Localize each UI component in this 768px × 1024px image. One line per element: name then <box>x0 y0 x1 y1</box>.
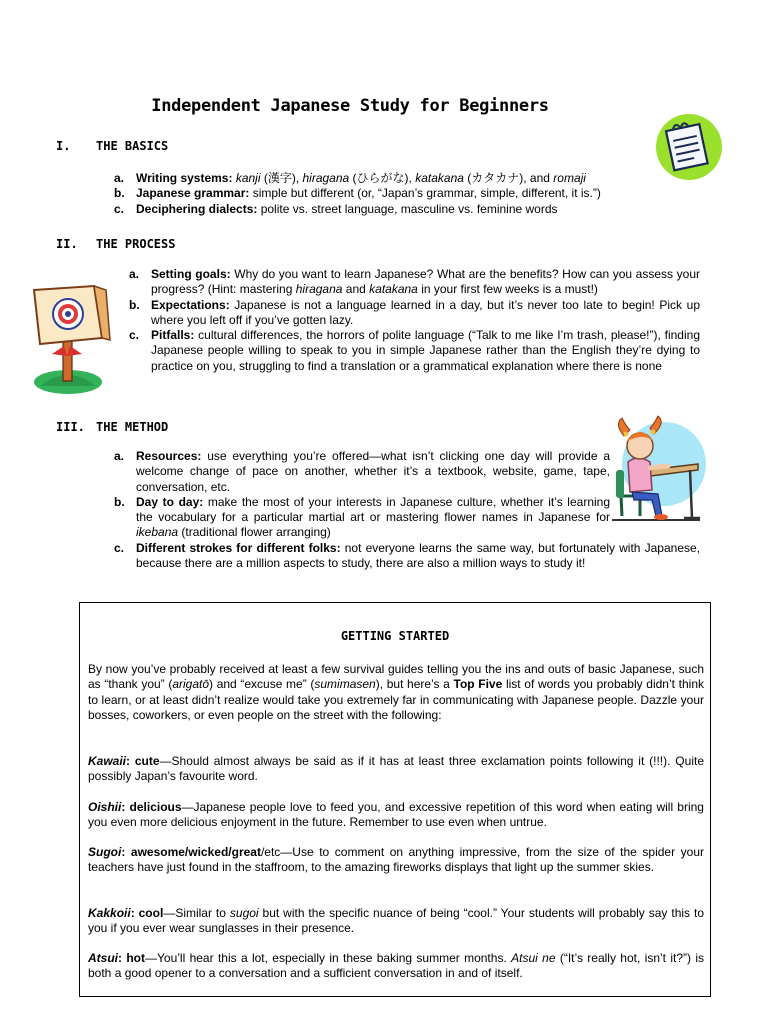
item-letter: a. <box>114 171 125 185</box>
item-label: Writing systems: <box>136 171 233 185</box>
term-sumimasen: sumimasen <box>314 677 376 692</box>
item-label: Deciphering dialects: <box>136 201 258 216</box>
word-description: —Should almost always be said as if it has at least three exclamation points following it (!!!). Quite possibly Japan’s favourite word. <box>88 754 704 784</box>
section-heading-basics <box>56 139 168 153</box>
item-label: Pitfalls: <box>151 328 195 343</box>
item-text: (traditional flower arranging) <box>178 525 331 540</box>
item-text: in your first few weeks is a must!) <box>417 282 598 297</box>
item-label: Different strokes for different folks: <box>136 540 341 555</box>
box-title: GETTING STARTED <box>340 629 450 643</box>
item-letter: b. <box>129 297 140 312</box>
word-term: Kawaii <box>88 754 127 768</box>
intro-text: ), but here’s a <box>375 677 454 692</box>
word-description: —Similar to <box>163 906 230 920</box>
item-text: make the most of your interests in Japanese culture, whether it’s learning the vocabulary for a particular martial art or mastering flower names in Japanese for <box>136 494 611 525</box>
section-title: THE BASICS <box>96 139 169 153</box>
item-letter: a. <box>129 267 140 281</box>
section-number: I. <box>56 139 71 153</box>
word-term: Sugoi <box>88 845 122 859</box>
section-number: II. <box>56 237 78 251</box>
method-list <box>114 449 700 571</box>
list-item <box>129 298 700 329</box>
word-meaning: hot <box>122 951 145 965</box>
list-item <box>114 495 610 541</box>
item-label: Resources: <box>136 449 202 463</box>
list-item <box>114 541 700 572</box>
list-item <box>114 186 654 201</box>
item-text: (カタカナ), and <box>463 171 554 185</box>
word-colon: : <box>130 906 135 920</box>
top-five-label: Top Five <box>453 677 503 692</box>
intro-text: ) and “excuse me” ( <box>209 677 315 692</box>
item-text: use everything you’re offered—what isn’t clicking one day will provide a welcome change of pace on another, whether it’s a textbook, website, game, tape, conversation, etc. <box>136 449 610 494</box>
term-romaji: romaji <box>553 171 586 185</box>
section-title: THE PROCESS <box>96 237 176 251</box>
word-colon: : <box>121 800 126 814</box>
list-item <box>114 202 654 217</box>
target-sign-clipart-icon <box>22 282 114 394</box>
item-label: Setting goals: <box>151 267 231 281</box>
item-text: Why do you want to learn Japanese? What are the benefits? How can you assess your progress? (Hint: mastering <box>151 267 700 297</box>
list-item <box>129 328 700 374</box>
item-text: polite vs. street language, masculine vs. feminine words <box>257 201 558 216</box>
list-item <box>114 171 654 186</box>
item-text: not everyone learns the same way, but fortunately with Japanese, because there are a million aspects to study, there are also a million ways to study it! <box>136 540 701 571</box>
word-term: Oishii <box>88 800 122 814</box>
item-text: and <box>342 282 370 297</box>
word-entry-kawaii <box>88 754 704 785</box>
word-entry-oishii <box>88 800 704 831</box>
term-katakana: katakana <box>369 282 418 297</box>
word-description: but with the specific nuance of being “cool.” Your students will probably say this to you if you ever wear sunglasses in their presence. <box>88 906 705 936</box>
intro-text: list of words you probably didn’t think to learn, or at least didn’t realize would take you extremely far in communicating with Japanese people. Dazzle your bosses, coworkers, or even people on the street with the following: <box>88 677 704 722</box>
term-arigato: arigatō <box>172 677 210 692</box>
item-letter: c. <box>129 328 140 343</box>
section-heading-process <box>56 237 175 251</box>
item-text: (ひらがな), <box>349 171 416 185</box>
word-term: Kakkoii <box>88 906 131 920</box>
list-item <box>114 449 610 495</box>
word-colon: : <box>121 845 126 859</box>
intro-paragraph <box>88 662 704 723</box>
word-description: —You’ll hear this a lot, especially in these baking summer months. <box>145 951 512 965</box>
term-kanji: kanji <box>235 171 261 185</box>
word-colon: : <box>118 951 122 965</box>
notepad-clipart-icon <box>652 110 724 182</box>
word-meaning: cool <box>134 906 164 920</box>
item-letter: c. <box>114 201 125 216</box>
item-text: cultural differences, the horrors of polite language (“Talk to me like I’m trash, please!”), finding Japanese people willing to speak to you in simple Japanese rather than the English they’re dying to practice on you, struggling to find a translation or a grammatical explanation where there is none <box>151 328 700 373</box>
item-label: Day to day: <box>136 494 204 509</box>
word-description: /etc—Use to comment on anything impressive, from the size of the spider your teachers have just found in the staffroom, to the amazing fireworks displays that light up the summer skies. <box>88 845 704 875</box>
intro-text: By now you’ve probably received at least a few survival guides telling you the ins and outs of basic Japanese, such as “thank you” ( <box>88 662 704 692</box>
item-label: Japanese grammar: <box>136 186 250 201</box>
word-entry-sugoi <box>88 845 704 876</box>
item-text: Japanese is not a language learned in a day, but it’s never too late to begin! Pick up where you left off if you’ve gotten lazy. <box>151 297 700 327</box>
process-list <box>129 267 700 374</box>
getting-started-box <box>79 602 711 997</box>
term-hiragana: hiragana <box>302 171 350 185</box>
term-katakana: katakana <box>415 171 464 185</box>
section-heading-method <box>56 420 168 434</box>
basics-list <box>114 171 654 217</box>
item-text: (漢字), <box>260 171 303 185</box>
item-text: simple but different (or, “Japan’s grammar, simple, different, it is.”) <box>249 186 601 201</box>
term-hiragana: hiragana <box>295 282 343 297</box>
term-atsui-ne: Atsui ne <box>511 951 556 965</box>
page-title: Independent Japanese Study for Beginners <box>151 96 549 116</box>
word-description: (“It’s really hot, isn’t it?”) is both a good opener to a conversation and a sufficient conversation in and of itself. <box>88 951 705 981</box>
word-meaning: delicious <box>125 800 182 814</box>
term-ikebana: ikebana <box>136 525 179 540</box>
word-entry-kakkoii <box>88 906 704 937</box>
term-sugoi: sugoi <box>229 906 259 920</box>
section-number: III. <box>56 420 85 434</box>
item-letter: a. <box>114 449 125 463</box>
item-letter: b. <box>114 186 125 201</box>
item-letter: b. <box>114 494 125 509</box>
section-title: THE METHOD <box>96 420 169 434</box>
word-meaning: cute <box>130 754 160 768</box>
item-label: Expectations: <box>151 297 230 312</box>
word-entry-atsui <box>88 951 704 982</box>
word-term: Atsui <box>88 951 118 965</box>
item-letter: c. <box>114 540 125 555</box>
word-colon: : <box>126 754 131 768</box>
word-meaning: awesome/wicked/great <box>125 845 261 859</box>
list-item <box>129 267 700 298</box>
word-description: —Japanese people love to feed you, and excessive repetition of this word when eating will bring you even more delicious enjoyment in the future. Remember to use even when untrue. <box>88 800 704 830</box>
